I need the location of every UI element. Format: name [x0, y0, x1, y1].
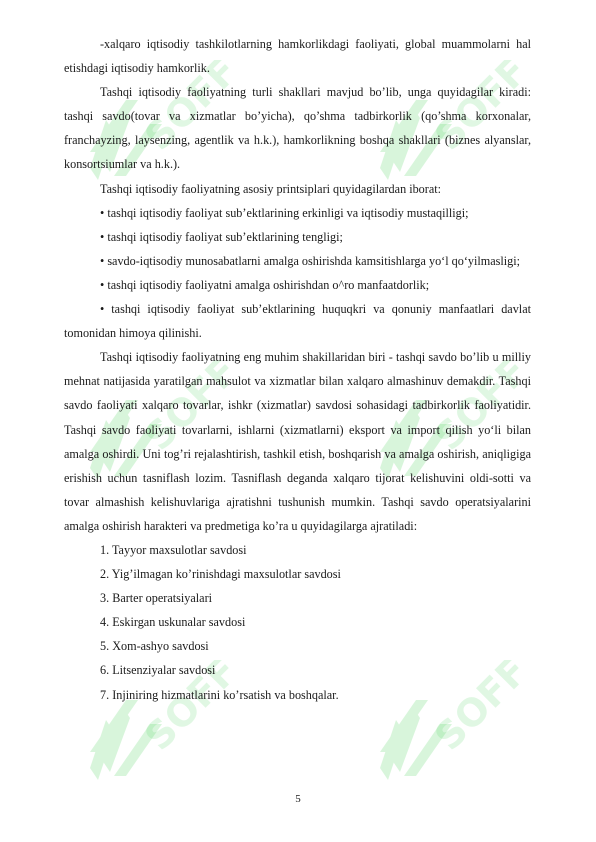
svg-text:SOFF: SOFF: [136, 360, 230, 459]
numbered-item: 2. Yig’ilmagan ko’rinishdagi maxsulotlar savdosi: [100, 567, 341, 582]
numbered-item: 7. Injiniring hizmatlarini ko’rsatish va boshqalar.: [100, 687, 339, 702]
numbered-item: 1. Tayyor maxsulotlar savdosi: [100, 542, 247, 557]
numbered-item: 4. Eskirgan uskunalar savdosi: [100, 615, 246, 630]
paragraph: Tashqi iqtisodiy faoliyatning asosiy printsiplari quyidagilardan iborat:: [100, 181, 442, 196]
paragraph: Tashqi iqtisodiy faoliyatning turli shakllari mavjud bo’lib, unga quyidagilar kiradi: tashqi savdo(tovar va xizmatlar bo’yicha), qo’shma tadbirkorlik (qo’shma korxonalar, franchayzing, laysenzing, agentlik va h.k.), hamkorlikning boshqa shakllari (biznes alyanslar, konsortsiumlar va h.k.).: [64, 85, 531, 172]
paragraph: -xalqaro iqtisodiy tashkilotlarning hamkorlikdagi faoliyati, global muammolarni hal etishdagi iqtisodiy hamkorlik.: [64, 37, 531, 76]
numbered-item: 6. Litsenziyalar savdosi: [100, 663, 216, 678]
bullet-item: • tashqi iqtisodiy faoliyat sub’ektlarining tengligi;: [100, 229, 343, 244]
svg-text:SOFF: SOFF: [136, 660, 230, 759]
numbered-item: 3. Barter operatsiyalari: [100, 591, 213, 606]
svg-text:SOFF: SOFF: [426, 360, 520, 459]
body-text: [64, 32, 531, 707]
svg-text:SOFF: SOFF: [426, 60, 520, 159]
svg-text:SOFF: SOFF: [426, 660, 520, 759]
bullet-item: • tashqi iqtisodiy faoliyatni amalga oshirishdan o^ro manfaatdorlik;: [100, 277, 430, 292]
svg-text:SOFF: SOFF: [136, 60, 230, 159]
bullet-item: • savdo-iqtisodiy munosabatlarni amalga oshirishda kamsitishlarga yo‘l qo‘yilmasligi;: [100, 253, 521, 268]
bullet-item: • tashqi iqtisodiy faoliyat sub’ektlarining huquqkri va qonuniy manfaatlari davlat tomonidan himoya qilinishi.: [64, 302, 531, 341]
numbered-item: 5. Xom-ashyo savdosi: [100, 639, 209, 654]
page-number: 5: [295, 793, 301, 805]
bullet-item: • tashqi iqtisodiy faoliyat sub’ektlarining erkinligi va iqtisodiy mustaqilligi;: [100, 205, 469, 220]
paragraph: Tashqi iqtisodiy faoliyatning eng muhim shakillaridan biri - tashqi savdo bo’lib u milliy mehnat natijasida yaratilgan mahsulot va xizmatlar bilan xalqaro almashinuv demakdir. Tashqi savdo faoliyati xalqaro tovarlar, ishkr (xizmatlar) savdosi sohasidagi tadbirkorlik faoliyatidir. Tashqi savdo faoliyati tovarlarni, ishlarni (xizmatlarni) eksport va import qilish yo‘li bilan amalga oshirdi. Uni tog’ri rejalashtirish, tashkil etish, boshqarish va amalga oshirish, aniqligiga erishish uchun tasniflash lozim. Tasniflash deganda xalqaro tijorat kelishuvini oldi-sotti va tovar almashish kelishuvlariga ajratishni tushunish mumkin. Tashqi savdo operatsiyalarini amalga oshirish harakteri va predmetiga ko’ra u quyidagilarga ajratiladi:: [64, 350, 531, 533]
